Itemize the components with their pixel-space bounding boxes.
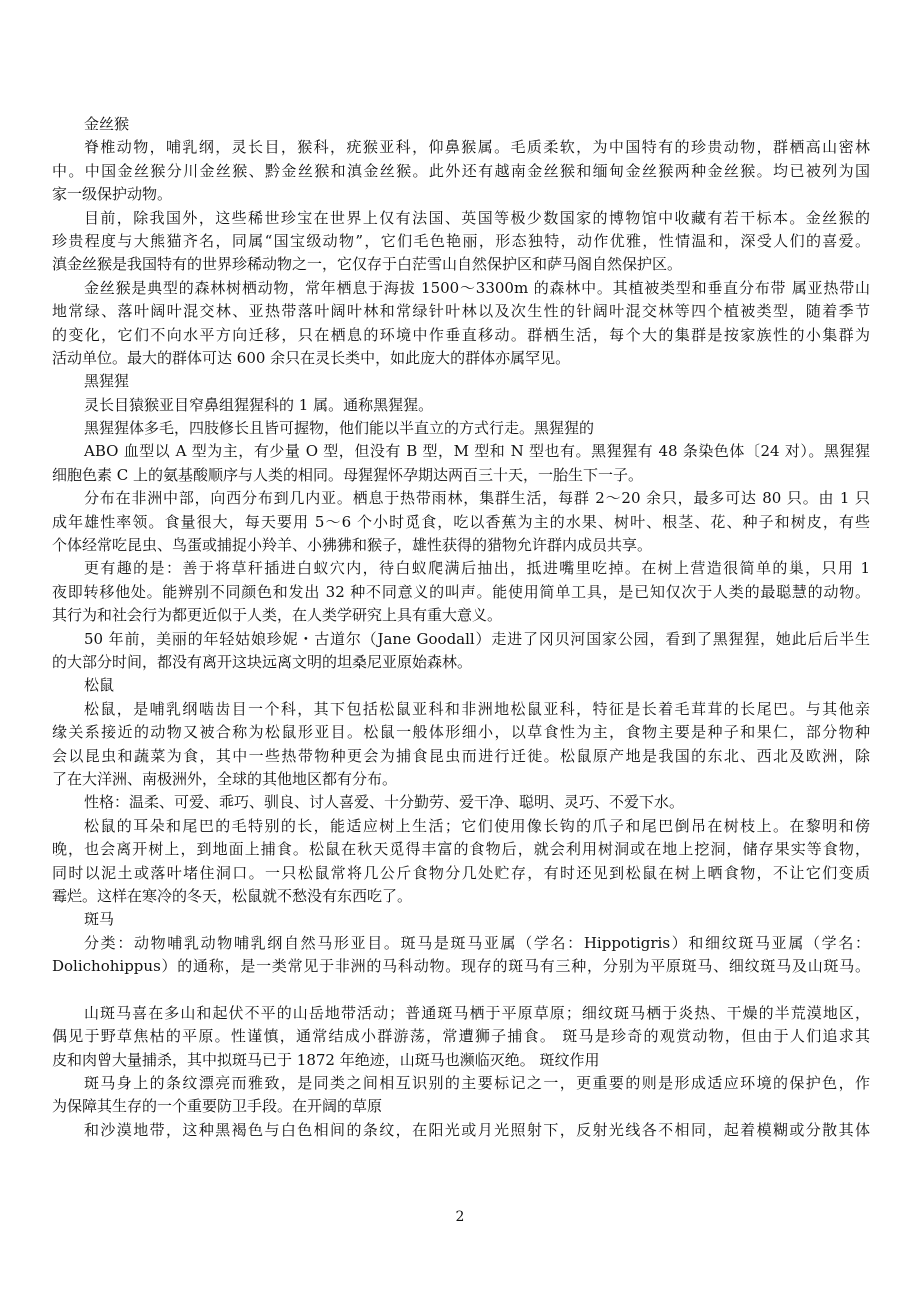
- text-line: 性格：温柔、可爱、乖巧、驯良、讨人喜爱、十分勤劳、爱干净、聪明、灵巧、不爱下水。: [84, 793, 685, 812]
- text-line: 地常绿、落叶阔叶混交林、亚热带落叶阔叶林和常绿针叶林以及次生性的针阔叶混交林等四个植被类型，随着季节: [52, 302, 870, 321]
- text-line: 同时以泥土或落叶堵住洞口。一只松鼠常将几公斤食物分几处贮存，有时还见到松鼠在树上晒食物，不让它们变质: [52, 863, 870, 882]
- text-line: 晚，也会离开树上，到地面上捕食。松鼠在秋天觅得丰富的食物后，就会利用树洞或在地上挖洞，储存果实等食物，: [52, 840, 870, 859]
- text-line: 其行为和社会行为都更近似于人类，在人类学研究上具有重大意义。: [52, 606, 503, 625]
- text-line: 中。中国金丝猴分川金丝猴、黔金丝猴和滇金丝猴。此外还有越南金丝猴和缅甸金丝猴两种金丝猴。均已被列为国: [52, 161, 870, 180]
- text-line: 偶见于野草焦枯的平原。性谨慎，通常结成小群游荡，常遭狮子捕食。 斑马是珍奇的观赏动物，但由于人们追求其: [52, 1027, 870, 1046]
- text-line: 成年雄性率领。食量很大，每天要用 5～6 个小时觅食，吃以香蕉为主的水果、树叶、根茎、花、种子和树皮，有些: [52, 512, 870, 531]
- text-line: 分布在非洲中部，向西分布到几内亚。栖息于热带雨林，集群生活，每群 2～20 余只，最多可达 80 只。由 1 只: [84, 489, 870, 508]
- text-line: 皮和肉曾大量捕杀，其中拟斑马已于 1872 年绝迹，山斑马也濒临灭绝。 斑纹作用: [52, 1050, 600, 1069]
- text-line: 山斑马喜在多山和起伏不平的山岳地带活动；普通斑马栖于平原草原；细纹斑马栖于炎热、干燥的半荒漠地区，: [84, 1003, 870, 1022]
- text-line: 珍贵程度与大熊猫齐名，同属“国宝级动物”，它们毛色艳丽，形态独特，动作优雅，性情温和，深受人们的喜爱。: [52, 231, 870, 250]
- text-line: 斑马: [84, 910, 115, 929]
- text-line: 家一级保护动物。: [52, 185, 173, 204]
- text-line: 金丝猴: [84, 115, 130, 133]
- text-line: Dolichohippus）的通称，是一类常见于非洲的马科动物。现存的斑马有三种，分别为平原斑马、细纹斑马及山斑马。: [52, 957, 870, 976]
- text-line: 灵长目猿猴亚目窄鼻组猩猩科的 1 属。通称黑猩猩。: [84, 395, 434, 414]
- text-line: 松鼠: [84, 676, 115, 695]
- text-line: 脊椎动物，哺乳纲，灵长目，猴科，疣猴亚科，仰鼻猴属。毛质柔软，为中国特有的珍贵动物，群栖高山密林: [84, 138, 870, 157]
- text-line: 的变化，它们不向水平方向迁移，只在栖息的环境中作垂直移动。群栖生活，每个大的集群是按家族性的小集群为: [52, 325, 870, 344]
- text-line: 的大部分时间，都没有离开这块远离文明的坦桑尼亚原始森林。: [52, 652, 473, 671]
- text-line: 缘关系接近的动物又被合称为松鼠形亚目。松鼠一般体形细小，以草食性为主，食物主要是种子和果仁，部分物种: [52, 723, 870, 742]
- text-line: 金丝猴是典型的森林树栖动物，常年栖息于海拔 1500～3300m 的森林中。其植被类型和垂直分布带 属亚热带山: [84, 278, 870, 297]
- text-line: 滇金丝猴是我国特有的世界珍稀动物之一，它仅存于白茫雪山自然保护区和萨马阁自然保护区。: [52, 255, 683, 274]
- text-line: 50 年前，美丽的年轻姑娘珍妮・古道尔（Jane Goodall）走进了冈贝河国家公园，看到了黑猩猩，她此后后半生: [84, 629, 870, 648]
- text-line: 松鼠，是哺乳纲啮齿目一个科，其下包括松鼠亚科和非洲地松鼠亚科，特征是长着毛茸茸的长尾巴。与其他亲: [84, 699, 870, 718]
- document-body: [52, 113, 870, 1142]
- text-line: 活动单位。最大的群体可达 600 余只在灵长类中，如此庞大的群体亦属罕见。: [52, 348, 571, 367]
- text-line: 更有趣的是：善于将草秆插进白蚁穴内，待白蚁爬满后抽出，抵进嘴里吃掉。在树上营造很简单的巢，只用 1: [84, 559, 870, 578]
- page-number: 2: [455, 1209, 465, 1225]
- text-line: 个体经常吃昆虫、鸟蛋或捕捉小羚羊、小狒狒和猴子，雄性获得的猎物允许群内成员共享。: [52, 536, 653, 555]
- text-line: 霉烂。这样在寒冷的冬天，松鼠就不愁没有东西吃了。: [52, 886, 413, 905]
- text-line: 细胞色素 C 上的氨基酸顺序与人类的相同。母猩猩怀孕期达两百三十天，一胎生下一子。: [52, 465, 644, 484]
- text-line: 分类：动物哺乳动物哺乳纲自然马形亚目。斑马是斑马亚属（学名：Hippotigris）和细纹斑马亚属（学名：: [84, 933, 870, 952]
- text-line: 黑猩猩体多毛，四肢修长且皆可握物，他们能以半直立的方式行走。黑猩猩的: [84, 419, 595, 438]
- text-line: ABO 血型以 A 型为主，有少量 O 型，但没有 B 型，M 型和 N 型也有。黑猩猩有 48 条染色体〔24 对）。黑猩猩: [84, 442, 870, 461]
- text-line: 松鼠的耳朵和尾巴的毛特别的长，能适应树上生活；它们使用像长钩的爪子和尾巴倒吊在树枝上。在黎明和傍: [84, 816, 870, 835]
- text-line: 黑猩猩: [84, 372, 130, 391]
- blank-line: [52, 978, 870, 1001]
- text-line: 目前，除我国外，这些稀世珍宝在世界上仅有法国、英国等极少数国家的博物馆中收藏有若干标本。金丝猴的: [84, 208, 870, 227]
- text-line: 为保障其生存的一个重要防卫手段。在开阔的草原: [52, 1097, 383, 1116]
- text-line: 斑马身上的条纹漂亮而雅致，是同类之间相互识别的主要标记之一，更重要的则是形成适应环境的保护色，作: [84, 1074, 870, 1093]
- text-line: 了在大洋洲、南极洲外，全球的其他地区都有分布。: [52, 769, 398, 788]
- text-line: 夜即转移他处。能辨别不同颜色和发出 32 种不同意义的叫声。能使用简单工具，是已知仅次于人类的最聪慧的动物。: [52, 582, 870, 601]
- text-line: 和沙漠地带，这种黑褐色与白色相间的条纹，在阳光或月光照射下，反射光线各不相同，起着模糊或分散其体: [84, 1120, 870, 1139]
- text-line: 会以昆虫和蔬菜为食，其中一些热带物种更会为捕食昆虫而进行迁徙。松鼠原产地是我国的东北、西北及欧洲，除: [52, 746, 870, 765]
